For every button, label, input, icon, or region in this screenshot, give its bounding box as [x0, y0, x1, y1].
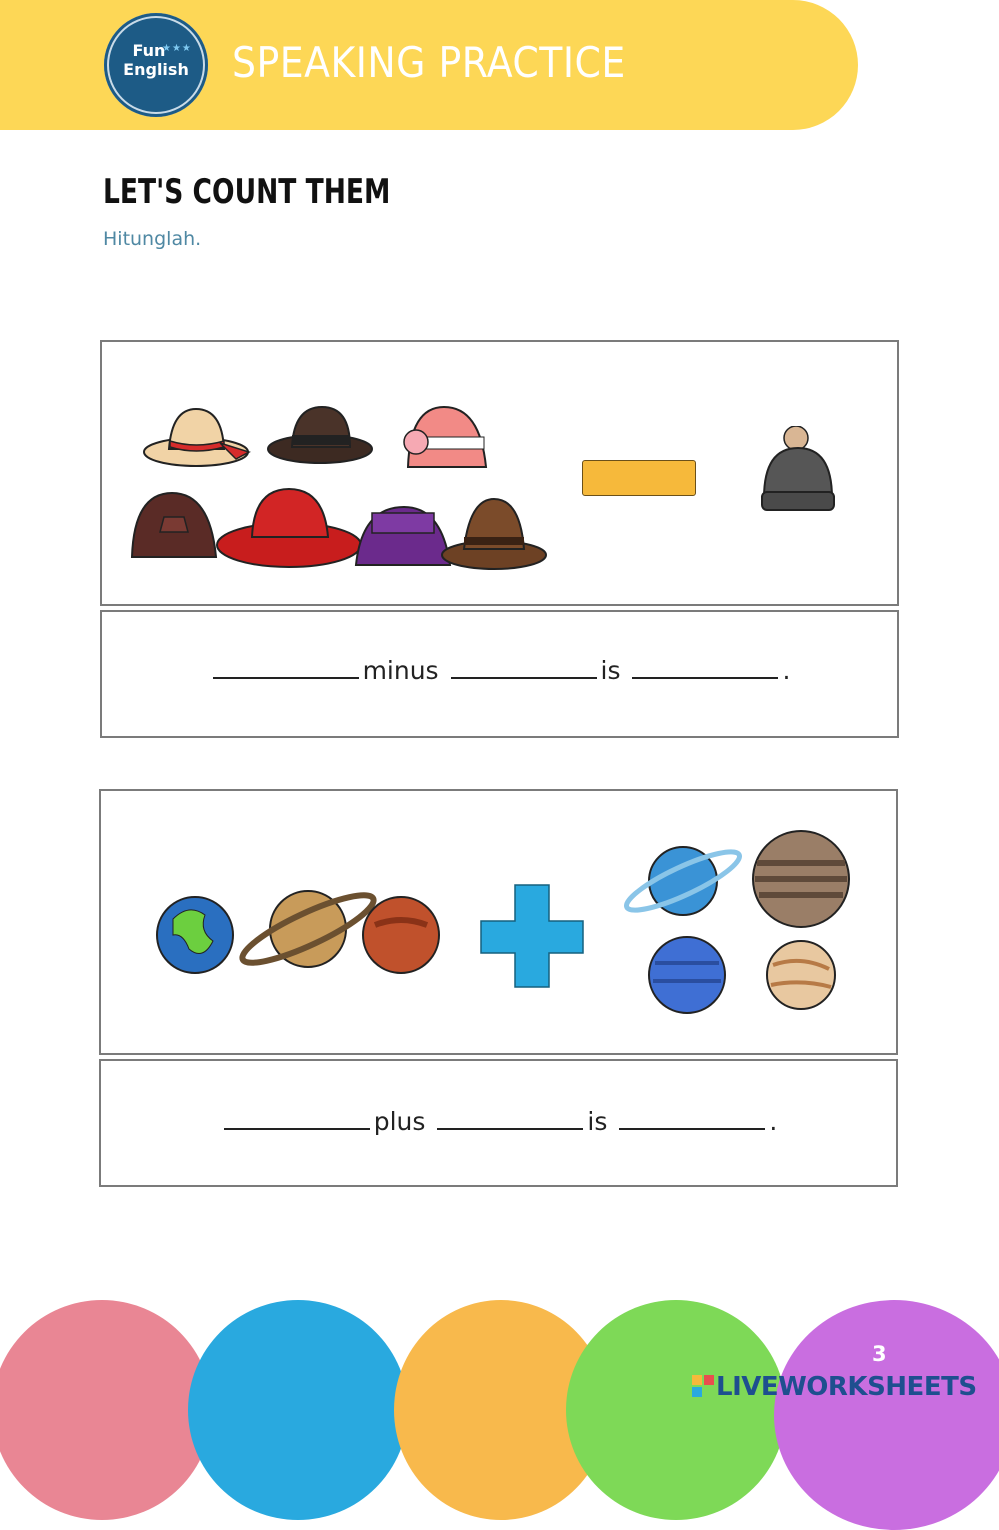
answer-blank-6[interactable]	[619, 1108, 765, 1130]
footer-circle-green	[566, 1300, 786, 1520]
venus-icon	[767, 941, 835, 1009]
knit-beanie-icon	[758, 426, 838, 516]
saturn-icon	[236, 884, 380, 974]
liveworksheets-brand: LIVEWORKSHEETS	[716, 1372, 977, 1402]
blue-ringed-planet-icon	[621, 842, 745, 920]
footer-circle-purple	[774, 1300, 999, 1530]
mars-icon	[363, 897, 439, 973]
activity-subtitle: Hitunglah.	[103, 228, 202, 250]
logo-line-2: English	[123, 60, 189, 79]
answer-blank-4[interactable]	[224, 1108, 370, 1130]
exercise-1-sentence	[102, 656, 897, 685]
answer-blank-1[interactable]	[213, 657, 359, 679]
exercise-2-sentence	[101, 1107, 896, 1136]
straw-hat-icon	[144, 409, 249, 466]
bowler-hat-icon	[268, 407, 372, 463]
page-title: SPEAKING PRACTICE	[232, 38, 626, 87]
jupiter-icon	[753, 831, 849, 927]
planets-group-left	[153, 879, 453, 999]
exercise-2-picture-box	[99, 789, 898, 1055]
exercise-1-picture-box	[100, 340, 899, 606]
red-wide-brim-hat-icon	[217, 489, 361, 567]
sentence-end: .	[769, 1107, 778, 1136]
answer-blank-3[interactable]	[632, 657, 778, 679]
hats-group	[124, 397, 564, 597]
page-number: 3	[872, 1342, 887, 1366]
sentence-word-is: is	[587, 1107, 608, 1136]
planets-group-right	[621, 829, 861, 1019]
exercise-1-answer-box	[100, 610, 899, 738]
logo-stars: ★★★	[162, 43, 192, 54]
logo-line-1: Fun	[132, 41, 166, 60]
minus-sign-icon	[582, 460, 696, 496]
plus-sign-icon	[477, 883, 587, 991]
dark-cloche-hat-icon	[132, 493, 216, 557]
brown-fedora-hat-icon	[442, 499, 546, 569]
answer-blank-5[interactable]	[437, 1108, 583, 1130]
exercise-2-answer-box	[99, 1059, 898, 1187]
liveworksheets-mark-icon	[692, 1375, 714, 1397]
earth-icon	[157, 897, 233, 973]
sentence-word-is: is	[600, 656, 621, 685]
fun-english-logo	[104, 13, 208, 117]
purple-bucket-hat-icon	[356, 507, 450, 565]
sentence-end: .	[782, 656, 791, 685]
footer-circle-pink	[0, 1300, 212, 1520]
pink-cloche-hat-icon	[404, 407, 486, 467]
sentence-word-minus: minus	[362, 656, 439, 685]
neptune-icon	[649, 937, 725, 1013]
answer-blank-2[interactable]	[451, 657, 597, 679]
sentence-word-plus: plus	[373, 1107, 426, 1136]
activity-title: LET'S COUNT THEM	[103, 172, 391, 212]
liveworksheets-logo	[692, 1372, 977, 1402]
footer-circle-blue	[188, 1300, 408, 1520]
